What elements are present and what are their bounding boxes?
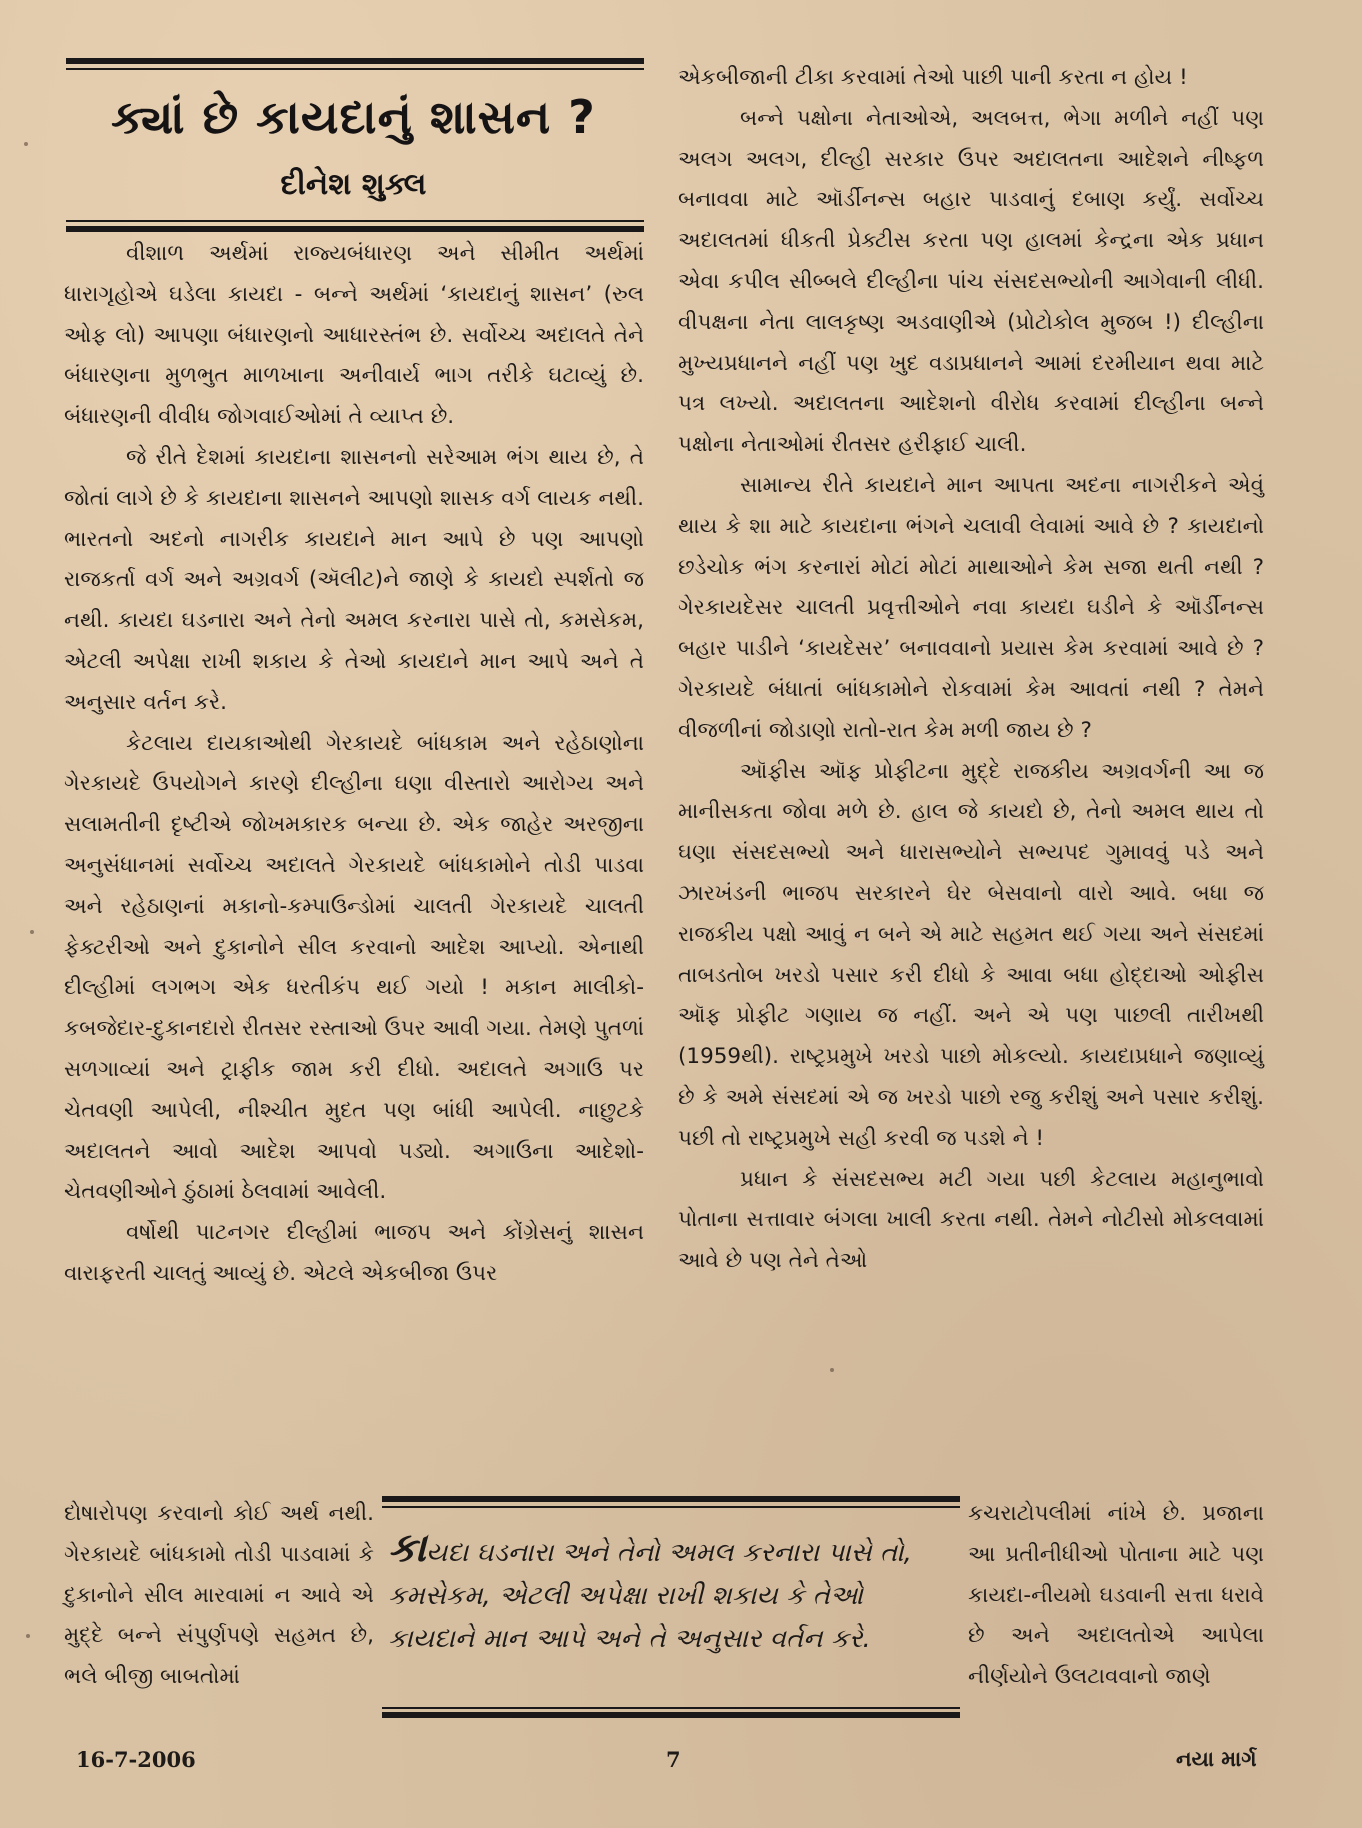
paragraph: ઑફીસ ઑફ પ્રોફીટના મુદ્દે રાજકીય અગ્રવર્ગની આ જ માનીસકતા જોવા મળે છે. હાલ જે કાયદો છે, તેનો અમલ થાય તો ઘણા સંસદસભ્યો અને ધારાસભ્યોને સભ્યપદ ગુમાવવું પડે અને ઝારખંડની ભાજપ સરકારને ઘેર બેસવાનો વારો આવે. બધા જ રાજકીય પક્ષો આવું ન બને એ માટે સહમત થઈ ગયા અને સંસદમાં તાબડતોબ ખરડો પસાર કરી દીધો કે આવા બધા હોદ્દાઓ ઓફીસ ઑફ પ્રોફીટ ગણાય જ નહીં. અને એ પણ પાછલી તારીખથી (1959થી). રાષ્ટ્રપ્રમુખે ખરડો પાછો મોકલ્યો. કાયદાપ્રધાને જણાવ્યું છે કે અમે સંસદમાં એ જ ખરડો પાછો રજુ કરીશું અને પસાર કરીશું. પછી તો રાષ્ટ્રપ્રમુખે સહી કરવી જ પડશે ને ! [678, 758, 1264, 1151]
article-title: ક્યાં છે કાયદાનું શાસન ? [111, 90, 596, 144]
issue-date: 16-7-2006 [76, 1747, 196, 1772]
publication-name: નયા માર્ગ [1176, 1747, 1257, 1771]
paper-speck [30, 930, 34, 934]
bottom-left-text: દોષારોપણ કરવાનો કોઈ અર્થ નથી. ગેરકાયદે બાંધકામો તોડી પાડવામાં કે દુકાનોને સીલ મારવામાં ન આવે એ મુદ્દે બન્ને સંપુર્ણપણે સહમત છે, ભલે બીજી બાબતોમાં [64, 1501, 374, 1690]
paragraph: પ્રધાન કે સંસદસભ્ય મટી ગયા પછી કેટલાય મહાનુભાવો પોતાના સત્તાવાર બંગલા ખાલી કરતા નથી. તેમને નોટીસો મોકલવામાં આવે છે પણ તેને તેઓ [678, 1166, 1264, 1274]
paper-speck [24, 142, 28, 146]
pullquote-top-rule-thin [382, 1506, 960, 1508]
pull-quote [388, 1527, 948, 1661]
paragraph: વર્ષોથી પાટનગર દીલ્હીમાં ભાજપ અને કોંગ્રેસનું શાસન વારાફરતી ચાલતું આવ્યું છે. એટલે એકબીજા ઉપર [64, 1220, 644, 1286]
author-rule [66, 226, 644, 232]
pullquote-top-rule [382, 1496, 960, 1502]
pullquote-bottom-rule [382, 1712, 960, 1718]
paragraph: એકબીજાની ટીકા કરવામાં તેઓ પાછી પાની કરતા ન હોય ! [678, 65, 1188, 90]
bottom-right-text: કચરાટોપલીમાં નાંખે છે. પ્રજાના આ પ્રતીનીધીઓ પોતાના માટે પણ કાયદા-નીયમો ઘડવાની સત્તા ધરાવે છે અને અદાલતોએ આપેલા નીર્ણયોને ઉલટાવવાનો જાણે [968, 1501, 1264, 1690]
pull-quote-initial: કા [388, 1525, 427, 1571]
paragraph: બન્ને પક્ષોના નેતાઓએ, અલબત્ત, ભેગા મળીને નહીં પણ અલગ અલગ, દીલ્હી સરકાર ઉપર અદાલતના આદેશને નીષ્ફળ બનાવવા માટે ઑર્ડીનન્સ બહાર પાડવાનું દબાણ કર્યું. સર્વોચ્ચ અદાલતમાં ધીકતી પ્રેક્ટીસ કરતા પણ હાલમાં કેન્દ્રના એક પ્રધાન એવા કપીલ સીબ્બલે દીલ્હીના પાંચ સંસદસભ્યોની આગેવાની લીધી. વીપક્ષના નેતા લાલકૃષ્ણ અડવાણીએ (પ્રોટોકોલ મુજબ !) દીલ્હીના મુખ્યપ્રધાનને નહીં પણ ખુદ વડાપ્રધાનને આમાં દરમીયાન થવા માટે પત્ર લખ્યો. અદાલતના આદેશનો વીરોધ કરવામાં દીલ્હીના બન્ને પક્ષોના નેતાઓમાં રીતસર હરીફાઈ ચાલી. [678, 105, 1264, 458]
title-top-rule [66, 58, 644, 64]
left-column [64, 234, 644, 1295]
paragraph: જે રીતે દેશમાં કાયદાના શાસનનો સરેઆમ ભંગ થાય છે, તે જોતાં લાગે છે કે કાયદાના શાસનને આપણો શાસક વર્ગ લાયક નથી. ભારતનો અદનો નાગરીક કાયદાને માન આપે છે પણ આપણો રાજકર્તા વર્ગ અને અગ્રવર્ગ (ઍલીટ)ને જાણે કે કાયદો સ્પર્શતો જ નથી. કાયદા ઘડનારા અને તેનો અમલ કરનારા પાસે તો, કમસેકમ, એટલી અપેક્ષા રાખી શકાય કે તેઓ કાયદાને માન આપે અને તે અનુસાર વર્તન કરે. [64, 444, 644, 715]
paper-speck [830, 1368, 834, 1372]
title-top-rule-thin [66, 68, 644, 70]
paragraph: કેટલાય દાયકાઓથી ગેરકાયદે બાંધકામ અને રહેઠાણોના ગેરકાયદે ઉપયોગને કારણે દીલ્હીના ઘણા વીસ્તારો આરોગ્ય અને સલામતીની દૃષ્ટીએ જોખમકારક બન્યા છે. એક જાહેર અરજીના અનુસંધાનમાં સર્વોચ્ચ અદાલતે ગેરકાયદે બાંધકામોને તોડી પાડવા અને રહેઠાણનાં મકાનો-કમ્પાઉન્ડોમાં ચાલતી ગેરકાયદે ચાલતી ફેક્ટરીઓ અને દુકાનોને સીલ કરવાનો આદેશ આપ્યો. એનાથી દીલ્હીમાં લગભગ એક ધરતીકંપ થઈ ગયો ! મકાન માલીકો-કબજેદાર-દુકાનદારો રીતસર રસ્તાઓ ઉપર આવી ગયા. તેમણે પુતળાં સળગાવ્યાં અને ટ્રાફીક જામ કરી દીધો. અદાલતે અગાઉ પર ચેતવણી આપેલી, નીશ્ચીત મુદત પણ બાંધી આપેલી. નાછુટકે અદાલતને આવો આદેશ આપવો પડ્યો. અગાઉના આદેશો-ચેતવણીઓને ઠુંઠામાં ઠેલવામાં આવેલી. [64, 730, 644, 1205]
paragraph: વીશાળ અર્થમાં રાજ્યબંધારણ અને સીમીત અર્થમાં ધારાગૃહોએ ઘડેલા કાયદા - બન્ને અર્થમાં ‘કાયદાનું શાસન’ (રુલ ઓફ લો) આપણા બંધારણનો આધારસ્તંભ છે. સર્વોચ્ચ અદાલતે તેને બંધારણના મુળભુત માળખાના અનીવાર્ય ભાગ તરીકે ઘટાવ્યું છે. બંધારણની વીવીધ જોગવાઈઓમાં તે વ્યાપ્ત છે. [64, 241, 644, 430]
paragraph: સામાન્ય રીતે કાયદાને માન આપતા અદના નાગરીકને એવું થાય કે શા માટે કાયદાના ભંગને ચલાવી લેવામાં આવે છે ? કાયદાનો છડેચોક ભંગ કરનારાં મોટાં મોટાં માથાઓને કેમ સજા થતી નથી ? ગેરકાયદેસર ચાલતી પ્રવૃત્તીઓને નવા કાયદા ઘડીને કે ઑર્ડીનન્સ બહાર પાડીને ‘કાયદેસર’ બનાવવાનો પ્રયાસ કેમ કરવામાં આવે છે ? ગેરકાયદે બંધાતાં બાંધકામોને રોકવામાં કેમ આવતાં નથી ? તેમને વીજળીનાં જોડાણો રાતો-રાત કેમ મળી જાય છે ? [678, 472, 1264, 743]
paper-speck [26, 1634, 30, 1638]
pull-quote-text: યદા ઘડનારા અને તેનો અમલ કરનારા પાસે તો, કમસેકમ, એટલી અપેક્ષા રાખી શકાય કે તેઓ કાયદાને માન આપે અને તે અનુસાર વર્તન કરે. [388, 1538, 912, 1654]
pullquote-bottom-rule-thin [382, 1707, 960, 1709]
right-column [678, 58, 1264, 1282]
page-number: 7 [666, 1747, 681, 1772]
author-rule-thin [66, 220, 644, 222]
author-name: દીનેશ શુક્લ [280, 167, 427, 202]
